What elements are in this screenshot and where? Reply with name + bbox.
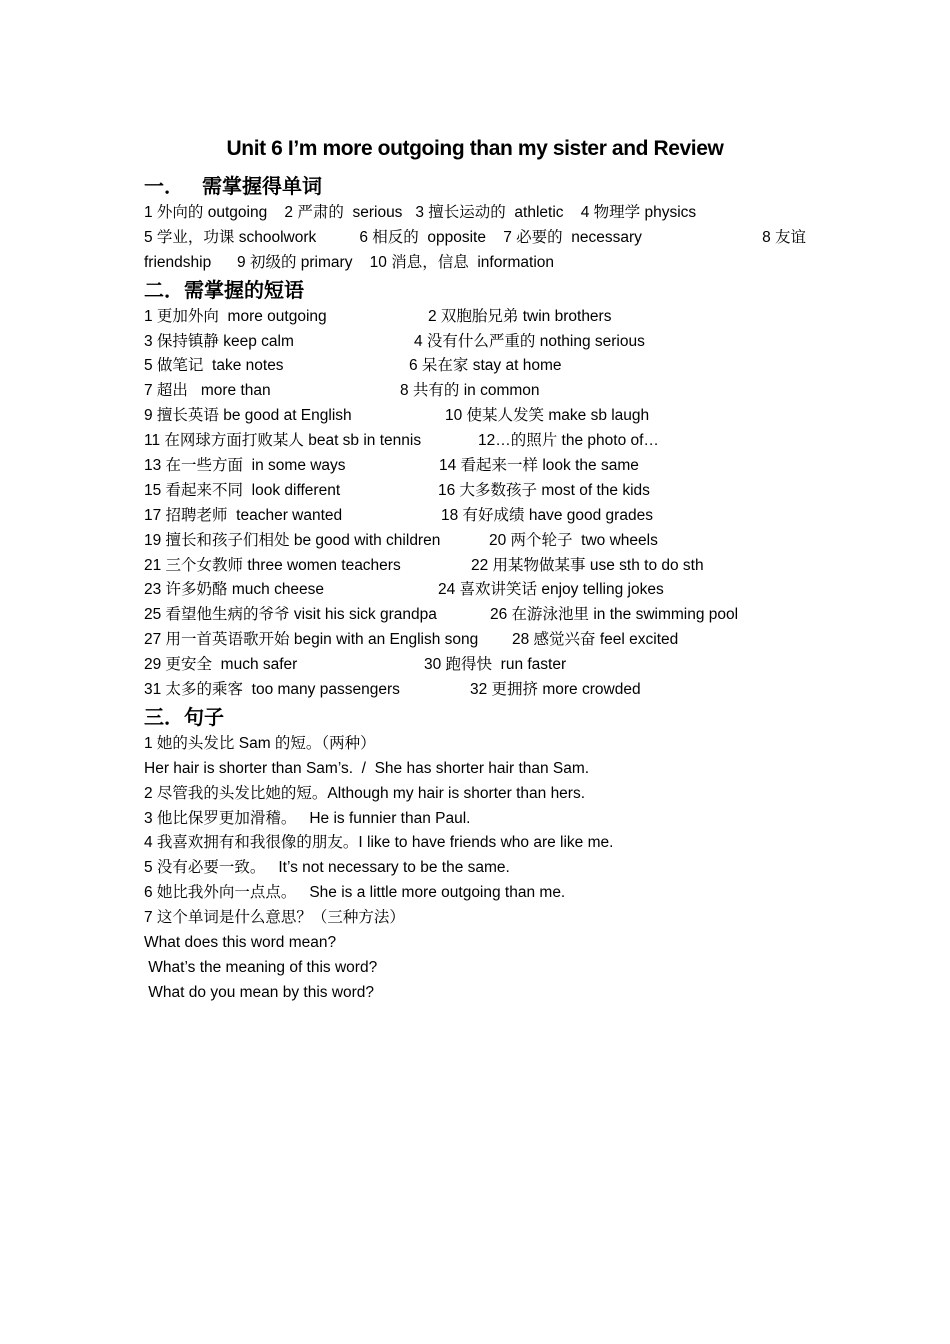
phrase-row	[144, 628, 834, 653]
phrase-list	[144, 305, 834, 703]
sentence-line: 3 他比保罗更加滑稽。 He is funnier than Paul.	[144, 809, 471, 827]
phrase-left: 25 看望他生病的爷爷 visit his sick grandpa	[144, 606, 437, 624]
phrase-row	[144, 379, 834, 404]
phrase-row	[144, 479, 834, 504]
phrase-row	[144, 529, 834, 554]
phrase-right: 20 两个轮子 two wheels	[489, 531, 658, 549]
phrase-row	[144, 554, 834, 579]
phrase-left: 5 做笔记 take notes	[144, 357, 284, 375]
phrase-right: 24 喜欢讲笑话 enjoy telling jokes	[438, 581, 664, 599]
phrase-row	[144, 330, 834, 355]
document-body	[144, 172, 834, 1006]
vocab-line: 1 外向的 outgoing 2 严肃的 serious 3 擅长运动的 athletic 4 物理学 physics	[144, 204, 697, 221]
phrase-row	[144, 603, 834, 628]
phrase-left: 15 看起来不同 look different	[144, 481, 341, 499]
phrase-row	[144, 653, 834, 678]
phrase-row	[144, 354, 834, 379]
sentence-line: What do you mean by this word?	[144, 983, 375, 1001]
phrase-right: 4 没有什么严重的 nothing serious	[414, 332, 645, 350]
phrase-left: 3 保持镇静 keep calm	[144, 332, 294, 350]
phrase-left: 31 太多的乘客 too many passengers	[144, 681, 400, 699]
sentence-line: 7 这个单词是什么意思？（三种方法）	[144, 909, 405, 927]
phrase-right: 2 双胞胎兄弟 twin brothers	[428, 307, 612, 325]
vocab-line-tail: 8 友谊	[762, 228, 806, 246]
page-title: Unit 6 I’m more outgoing than my sister and Review	[226, 137, 724, 160]
phrase-right: 30 跑得快 run faster	[424, 656, 567, 674]
phrase-left: 1 更加外向 more outgoing	[144, 307, 327, 325]
section-title: 句子	[184, 704, 224, 729]
phrase-right: 28 感觉兴奋 feel excited	[512, 631, 679, 649]
phrase-row	[144, 429, 834, 454]
phrase-right: 12…的照片 the photo of…	[478, 432, 659, 450]
sentence-list	[144, 732, 834, 1006]
phrase-left: 17 招聘老师 teacher wanted	[144, 506, 343, 524]
sentence-line: What does this word mean?	[144, 934, 337, 952]
section-title: 需掌握的短语	[184, 277, 304, 302]
sentence-line: What’s the meaning of this word?	[144, 958, 378, 976]
section-number: 一．	[144, 174, 184, 198]
section-title: 需掌握得单词	[202, 174, 322, 198]
phrase-left: 9 擅长英语 be good at English	[144, 407, 352, 425]
section-heading-sentences	[144, 703, 834, 732]
phrase-right: 8 共有的 in common	[400, 382, 540, 400]
sentence-line: 5 没有必要一致。 It’s not necessary to be the same.	[144, 859, 510, 877]
sentence-line: 2 尽管我的头发比她的短。Although my hair is shorter than hers.	[144, 784, 586, 802]
phrase-left: 11 在网球方面打败某人 beat sb in tennis	[144, 432, 422, 450]
phrase-right: 6 呆在家 stay at home	[409, 357, 562, 375]
sentence-line: 6 她比我外向一点点。 She is a little more outgoing than me.	[144, 884, 566, 902]
sentence-line: Her hair is shorter than Sam’s. / She has shorter hair than Sam.	[144, 759, 590, 777]
section-number: 二．	[144, 277, 184, 302]
phrase-left: 27 用一首英语歌开始 begin with an English song	[144, 631, 479, 649]
phrase-row	[144, 454, 834, 479]
sentence-line: 1 她的头发比 Sam 的短。（两种）	[144, 734, 376, 752]
phrase-row	[144, 305, 834, 330]
section-number: 三．	[144, 704, 184, 729]
phrase-left: 23 许多奶酪 much cheese	[144, 581, 325, 599]
vocab-line: friendship 9 初级的 primary 10 消息，信息 information	[144, 253, 555, 271]
section-heading-vocab	[144, 172, 834, 201]
phrase-right: 26 在游泳池里 in the swimming pool	[490, 606, 739, 624]
phrase-right: 10 使某人发笑 make sb laugh	[445, 407, 650, 425]
phrase-row	[144, 504, 834, 529]
phrase-right: 14 看起来一样 look the same	[439, 457, 639, 475]
phrase-right: 16 大多数孩子 most of the kids	[438, 481, 650, 499]
phrase-row	[144, 678, 834, 703]
phrase-left: 21 三个女教师 three women teachers	[144, 556, 401, 574]
phrase-right: 32 更拥挤 more crowded	[470, 681, 641, 699]
phrase-right: 18 有好成绩 have good grades	[441, 506, 653, 524]
phrase-row	[144, 404, 834, 429]
phrase-row	[144, 578, 834, 603]
vocab-line	[144, 226, 834, 251]
phrase-left: 7 超出 more than	[144, 382, 271, 400]
phrase-left: 19 擅长和孩子们相处 be good with children	[144, 531, 441, 549]
phrase-left: 29 更安全 much safer	[144, 656, 298, 674]
section-heading-phrases	[144, 276, 834, 305]
phrase-left: 13 在一些方面 in some ways	[144, 457, 346, 475]
sentence-line: 4 我喜欢拥有和我很像的朋友。I like to have friends who are like me.	[144, 834, 614, 852]
phrase-right: 22 用某物做某事 use sth to do sth	[471, 556, 704, 574]
vocab-line-text: 5 学业，功课 schoolwork 6 相反的 opposite 7 必要的 necessary	[144, 228, 642, 246]
